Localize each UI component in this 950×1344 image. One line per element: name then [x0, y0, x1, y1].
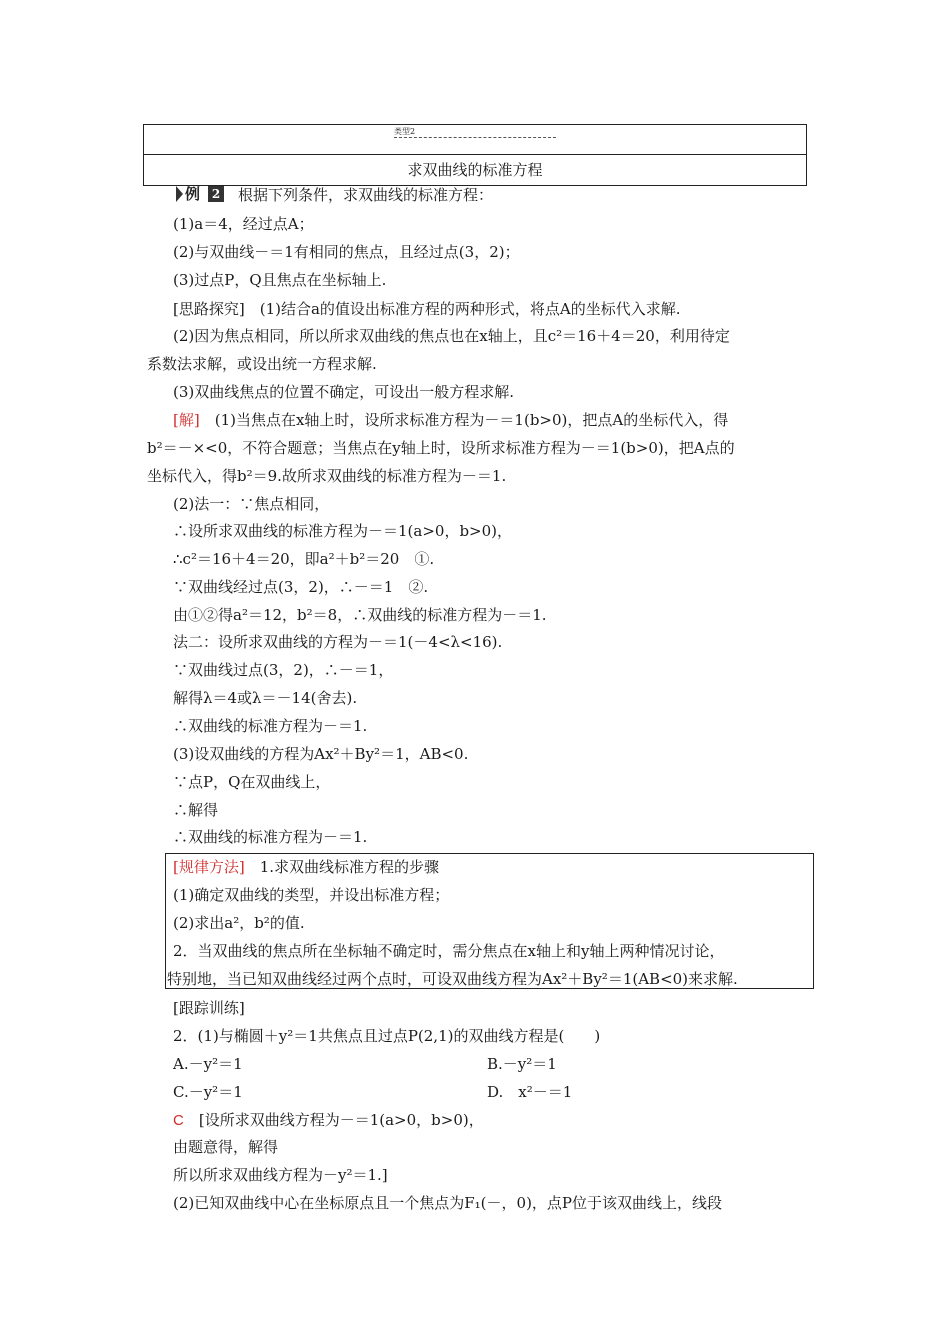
solution-line-14: ∵点P，Q在双曲线上，: [173, 773, 331, 791]
solution-line-3: 坐标代入，得b²＝9.故所求双曲线的标准方程为－＝1.: [147, 467, 507, 485]
analysis-label: [思路探究]: [173, 300, 245, 318]
solution-line-10: ∵双曲线过点(3，2)，∴－＝1，: [173, 661, 394, 679]
solution-line-7: ∵双曲线经过点(3，2)，∴－＝1 ②.: [173, 578, 429, 596]
method-line-4: 2．当双曲线的焦点所在坐标轴不确定时，需分焦点在x轴上和y轴上两种情况讨论，: [173, 942, 725, 960]
condition-2: (2)与双曲线－＝1有相同的焦点，且经过点(3，2)；: [173, 243, 520, 261]
solution-line-12: ∴双曲线的标准方程为－＝1.: [173, 717, 368, 735]
practice-label: [跟踪训练]: [173, 999, 245, 1017]
method-text-1: 1.求双曲线标准方程的步骤: [244, 858, 440, 876]
solution-line-16: ∴双曲线的标准方程为－＝1.: [173, 828, 368, 846]
solution-line-11: 解得λ＝4或λ＝－14(舍去).: [173, 689, 358, 707]
solution-line-15: ∴解得: [173, 801, 219, 819]
method-line-3: (2)求出a²，b²的值.: [173, 914, 305, 932]
method-line-1: [173, 857, 439, 877]
section-title: 求双曲线的标准方程: [407, 161, 543, 179]
section-tag: 类型2: [394, 127, 556, 138]
solution-text-1: (1)当焦点在x轴上时，设所求标准方程为－＝1(b>0)，把点A的坐标代入，得: [199, 411, 729, 429]
analysis-line-4: (3)双曲线焦点的位置不确定，可设出一般方程求解.: [173, 383, 515, 401]
solution-line-2: b²＝－×<0，不符合题意；当焦点在y轴上时，设所求标准方程为－＝1(b>0)，把A点的: [147, 439, 735, 457]
solution-label: [解]: [173, 411, 200, 429]
condition-1: (1)a＝4，经过点A；: [173, 215, 314, 233]
triangle-marker-icon: [176, 186, 183, 202]
method-line-2: (1)确定双曲线的类型，并设出标准方程；: [173, 886, 450, 904]
answer-line-1: [173, 1110, 484, 1131]
option-b: B.－y²＝1: [487, 1055, 557, 1073]
practice-question: 2．(1)与椭圆＋y²＝1共焦点且过点P(2,1)的双曲线方程是( ): [173, 1027, 601, 1045]
solution-line-1: [173, 410, 728, 430]
section-header: [143, 124, 807, 186]
option-c: C.－y²＝1: [173, 1083, 243, 1101]
answer-text-1: [设所求双曲线方程为－＝1(a>0，b>0)，: [183, 1111, 484, 1129]
option-a: A.－y²＝1: [173, 1055, 243, 1073]
example-badge-text: 例: [185, 185, 201, 203]
answer-letter: C: [173, 1112, 184, 1129]
analysis-line-1: [173, 299, 681, 319]
method-label: [规律方法]: [173, 858, 245, 876]
method-line-5: 特别地，当已知双曲线经过两个点时，可设双曲线方程为Ax²＋By²＝1(AB<0)来求解.: [167, 970, 738, 988]
solution-line-6: ∴c²＝16＋4＝20，即a²＋b²＝20 ①.: [173, 550, 435, 568]
option-d: D. x²－＝1: [487, 1083, 573, 1101]
solution-line-9: 法二：设所求双曲线的方程为－＝1(－4<λ<16).: [173, 633, 503, 651]
example-badge-number: 2: [208, 186, 224, 202]
analysis-text-1: (1)结合a的值设出标准方程的两种形式，将点A的坐标代入求解.: [244, 300, 681, 318]
analysis-line-3: 系数法求解，或设出统一方程求解.: [147, 355, 377, 373]
analysis-line-2: (2)因为焦点相同，所以所求双曲线的焦点也在x轴上，且c²＝16＋4＝20，利用待定: [173, 327, 730, 345]
answer-line-2: 由题意得，解得: [173, 1138, 279, 1156]
example-prompt: 根据下列条件，求双曲线的标准方程：: [238, 186, 494, 204]
solution-line-5: ∴设所求双曲线的标准方程为－＝1(a>0，b>0)，: [173, 522, 513, 540]
condition-3: (3)过点P，Q且焦点在坐标轴上.: [173, 271, 387, 289]
example-badge: [176, 184, 228, 204]
next-question: (2)已知双曲线中心在坐标原点且一个焦点为F₁(－，0)，点P位于该双曲线上，线段: [173, 1194, 723, 1212]
solution-line-8: 由①②得a²＝12，b²＝8，∴双曲线的标准方程为－＝1.: [173, 606, 547, 624]
solution-line-13: (3)设双曲线的方程为Ax²＋By²＝1，AB<0.: [173, 745, 469, 763]
solution-line-4: (2)法一：∵焦点相同，: [173, 495, 330, 513]
answer-line-3: 所以所求双曲线方程为－y²＝1.]: [173, 1166, 388, 1184]
